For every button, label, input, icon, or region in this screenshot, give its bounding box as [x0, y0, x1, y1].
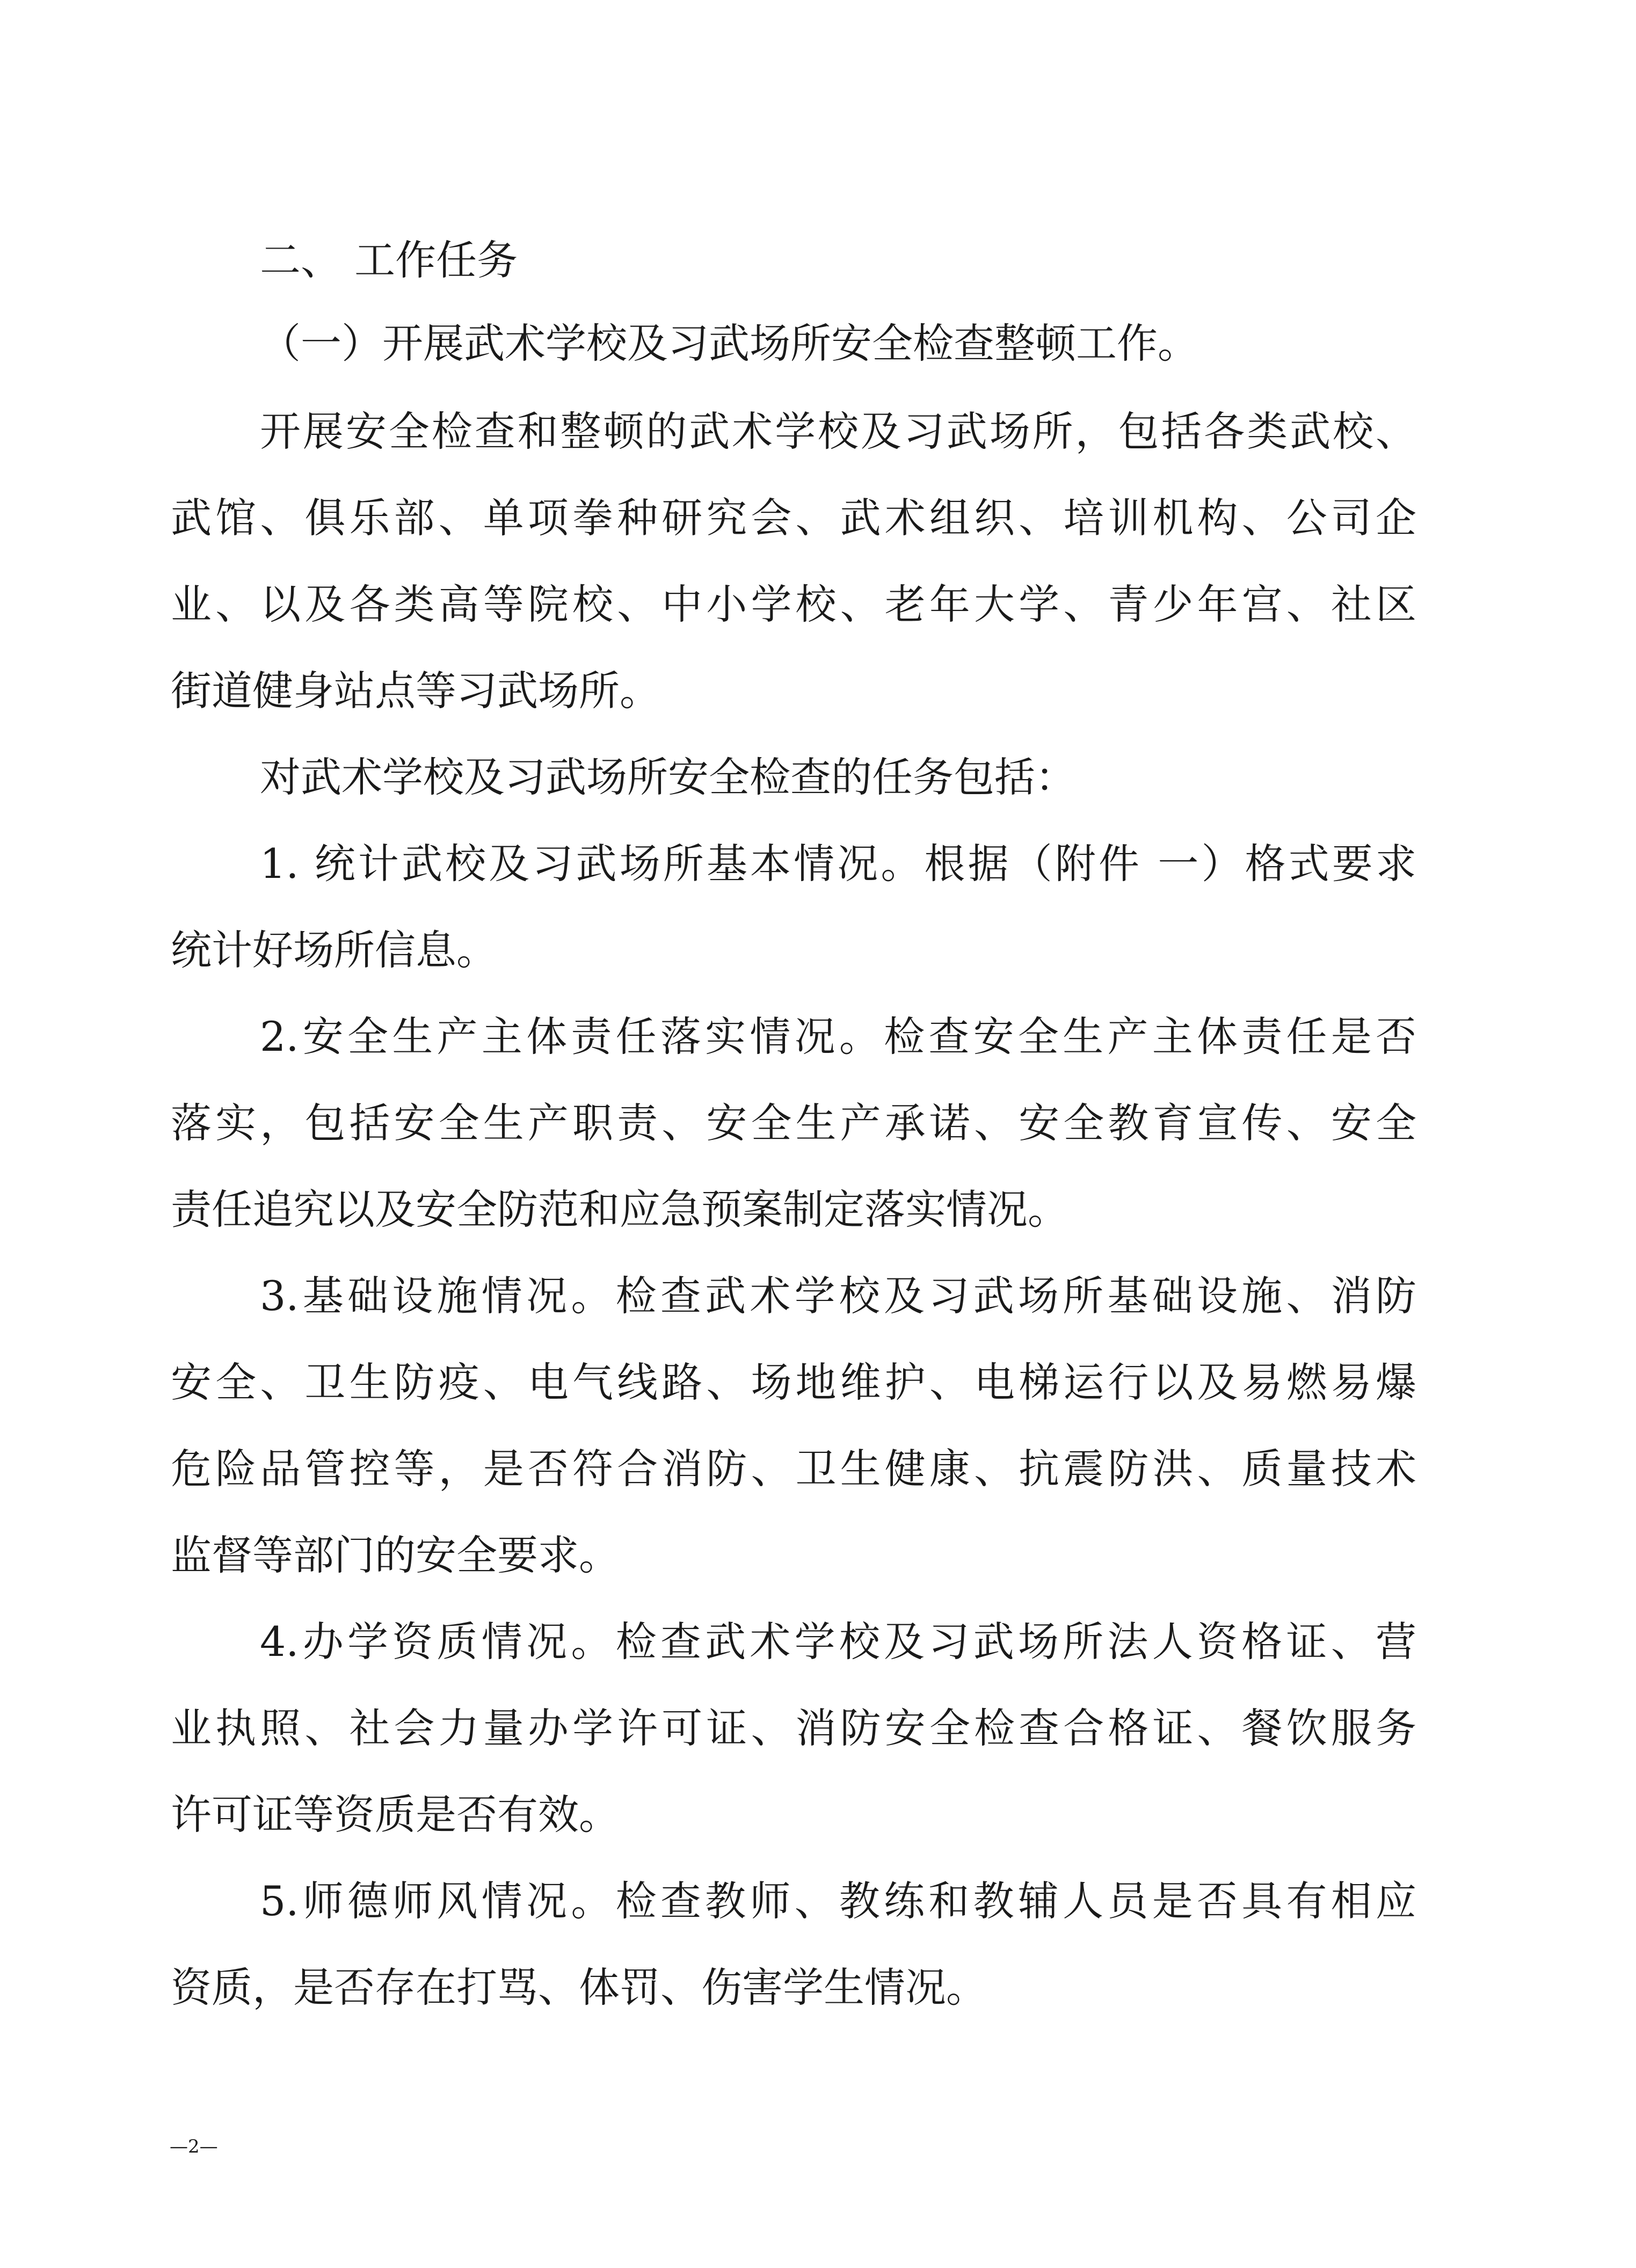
paragraph-line: 业、以及各类高等院校、中小学校、老年大学、青少年宫、社区 [171, 580, 1416, 628]
paragraph-line: 资质，是否存在打骂、体罚、伤害学生情况。 [171, 1964, 987, 2011]
paragraph-line: 4.办学资质情况。检查武术学校及习武场所法人资格证、营 [260, 1618, 1416, 1666]
paragraph-line: 许可证等资质是否有效。 [171, 1791, 620, 1838]
paragraph-line: 2.安全生产主体责任落实情况。检查安全生产主体责任是否 [260, 1013, 1416, 1060]
paragraph-line: 监督等部门的安全要求。 [171, 1531, 620, 1579]
paragraph-line: 危险品管控等，是否符合消防、卫生健康、抗震防洪、质量技术 [171, 1445, 1416, 1493]
tasks-intro: 对武术学校及习武场所安全检查的任务包括： [260, 753, 1076, 801]
paragraph-line: 5.师德师风情况。检查教师、教练和教辅人员是否具有相应 [260, 1877, 1416, 1925]
paragraph-line: 3.基础设施情况。检查武术学校及习武场所基础设施、消防 [260, 1272, 1416, 1320]
paragraph-line: 安全、卫生防疫、电气线路、场地维护、电梯运行以及易燃易爆 [171, 1358, 1416, 1406]
paragraph-line: 业执照、社会力量办学许可证、消防安全检查合格证、餐饮服务 [171, 1704, 1416, 1752]
paragraph-line: 开展安全检查和整顿的武术学校及习武场所，包括各类武校、 [260, 408, 1416, 455]
paragraph-line: 1. 统计武校及习武场所基本情况。根据（附件 一）格式要求 [260, 840, 1416, 888]
paragraph-line: 责任追究以及安全防范和应急预案制定落实情况。 [171, 1186, 1068, 1233]
subsection-heading: （一）开展武术学校及习武场所安全检查整顿工作。 [260, 319, 1198, 367]
paragraph-line: 落实，包括安全生产职责、安全生产承诺、安全教育宣传、安全 [171, 1099, 1416, 1147]
paragraph-line: 街道健身站点等习武场所。 [171, 667, 660, 715]
page-number: —2— [170, 2136, 218, 2157]
paragraph-line: 统计好场所信息。 [171, 926, 497, 974]
section-heading: 二、 工作任务 [260, 236, 518, 284]
paragraph-line: 武馆、俱乐部、单项拳种研究会、武术组织、培训机构、公司企 [171, 494, 1416, 542]
